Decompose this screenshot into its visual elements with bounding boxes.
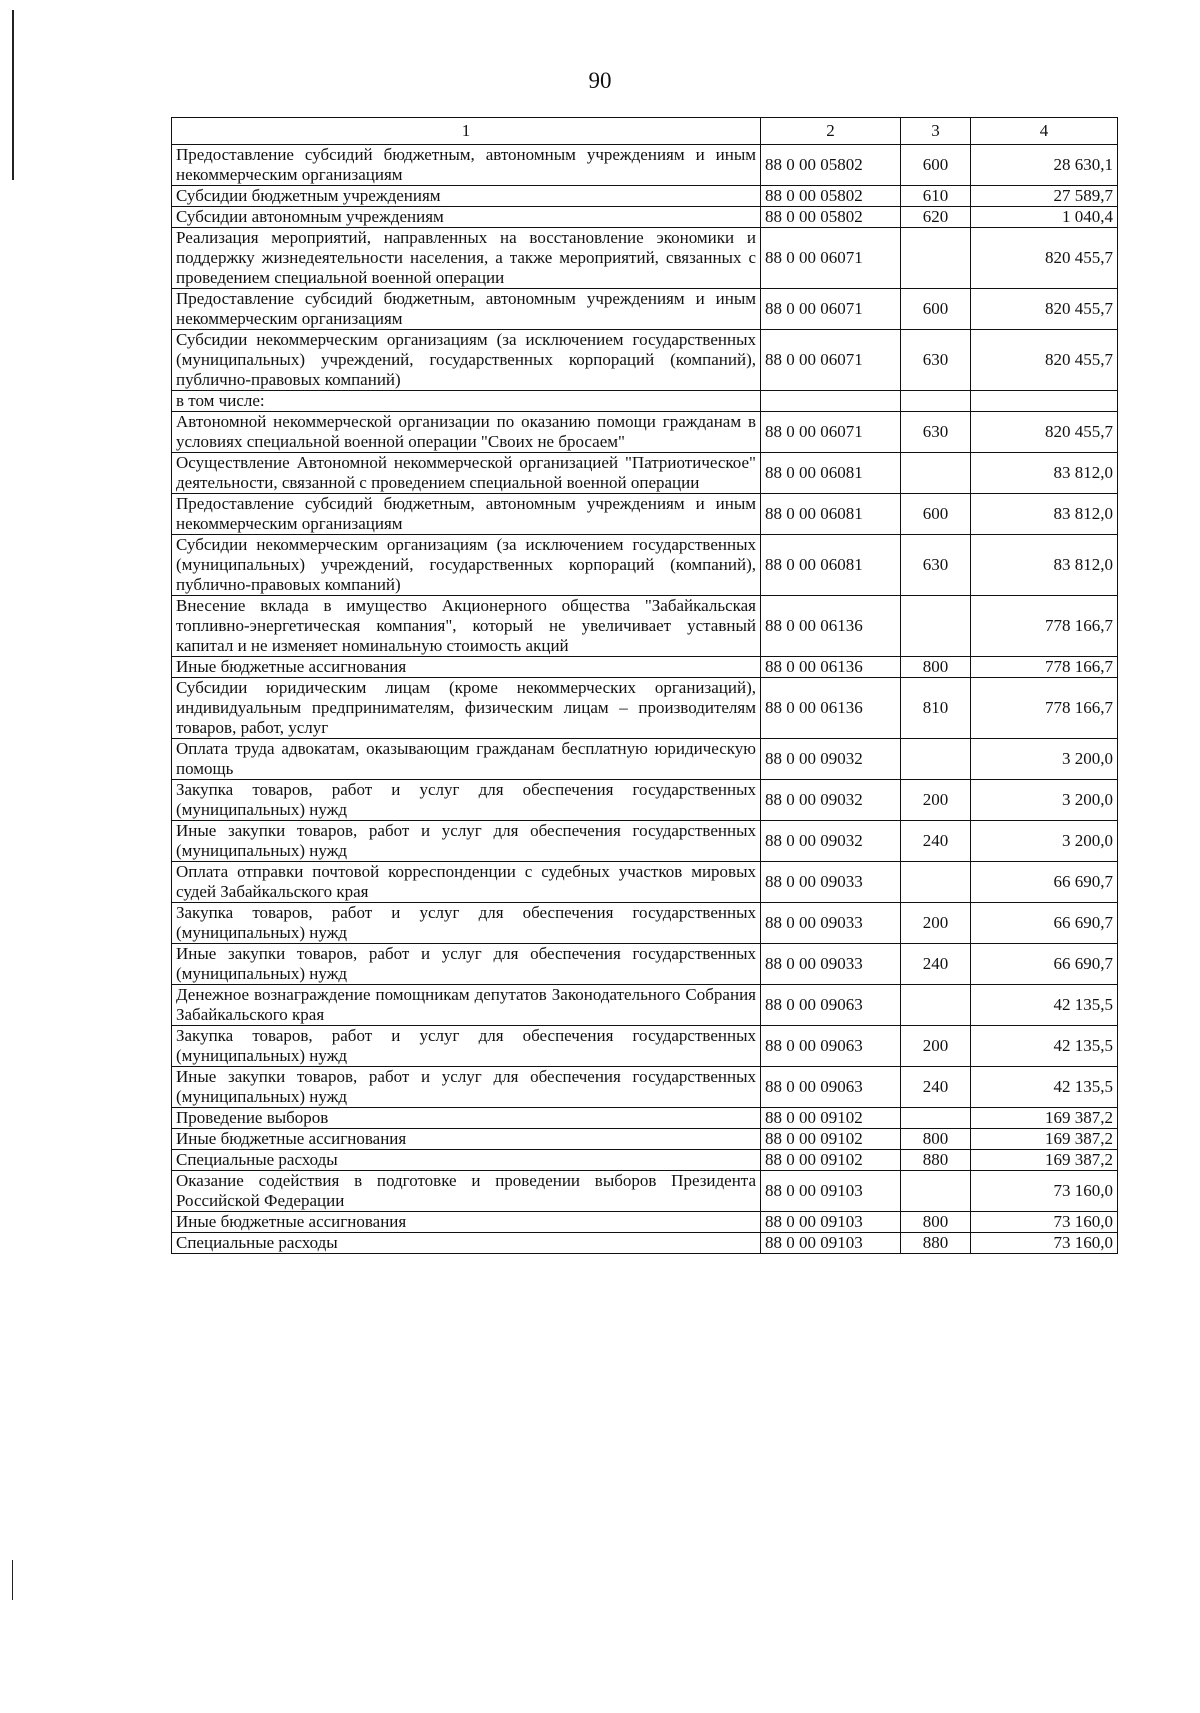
row-name-cell: Специальные расходы xyxy=(172,1150,761,1171)
row-name-cell: Субсидии юридическим лицам (кроме некоммерческих организаций), индивидуальным предпринимателям, физическим лицам – производителям товаров, работ, услуг xyxy=(172,678,761,739)
table-row xyxy=(172,289,1118,330)
table-row xyxy=(172,1067,1118,1108)
row-kvr-cell: 600 xyxy=(901,494,971,535)
row-kvr-cell: 880 xyxy=(901,1233,971,1254)
row-code-cell: 88 0 00 09033 xyxy=(761,862,901,903)
row-name-cell: Иные бюджетные ассигнования xyxy=(172,1212,761,1233)
scan-edge-line xyxy=(12,10,14,180)
row-name-cell: Автономной некоммерческой организации по оказанию помощи гражданам в условиях специальной военной операции "Своих не бросаем" xyxy=(172,412,761,453)
table-row xyxy=(172,186,1118,207)
row-kvr-cell: 800 xyxy=(901,1129,971,1150)
row-name-cell: Осуществление Автономной некоммерческой организацией "Патриотическое" деятельности, связанной с проведением специальной военной операции xyxy=(172,453,761,494)
row-name-cell: Иные закупки товаров, работ и услуг для обеспечения государственных (муниципальных) нужд xyxy=(172,1067,761,1108)
row-kvr-cell: 240 xyxy=(901,821,971,862)
row-code-cell: 88 0 00 09103 xyxy=(761,1233,901,1254)
row-amount-cell: 28 630,1 xyxy=(971,145,1118,186)
row-amount-cell: 778 166,7 xyxy=(971,657,1118,678)
row-code-cell: 88 0 00 06071 xyxy=(761,330,901,391)
row-name-cell: Предоставление субсидий бюджетным, автономным учреждениям и иным некоммерческим организациям xyxy=(172,494,761,535)
row-amount-cell: 169 387,2 xyxy=(971,1108,1118,1129)
header-col-1: 1 xyxy=(172,118,761,145)
row-code-cell: 88 0 00 06136 xyxy=(761,596,901,657)
row-kvr-cell: 240 xyxy=(901,944,971,985)
table-row xyxy=(172,1233,1118,1254)
table-row xyxy=(172,207,1118,228)
row-name-cell: Иные бюджетные ассигнования xyxy=(172,657,761,678)
row-kvr-cell: 600 xyxy=(901,289,971,330)
row-name-cell: Субсидии некоммерческим организациям (за исключением государственных (муниципальных) учреждений, государственных корпораций (компаний), публично-правовых компаний) xyxy=(172,330,761,391)
row-kvr-cell: 880 xyxy=(901,1150,971,1171)
table-row xyxy=(172,944,1118,985)
row-code-cell: 88 0 00 09063 xyxy=(761,1026,901,1067)
row-amount-cell: 3 200,0 xyxy=(971,780,1118,821)
row-kvr-cell xyxy=(901,739,971,780)
row-amount-cell: 778 166,7 xyxy=(971,596,1118,657)
row-kvr-cell: 800 xyxy=(901,1212,971,1233)
row-kvr-cell: 810 xyxy=(901,678,971,739)
row-code-cell: 88 0 00 06081 xyxy=(761,535,901,596)
scan-edge-line xyxy=(12,1560,13,1600)
row-kvr-cell xyxy=(901,1171,971,1212)
table-row xyxy=(172,821,1118,862)
row-kvr-cell: 630 xyxy=(901,412,971,453)
row-amount-cell: 169 387,2 xyxy=(971,1150,1118,1171)
row-name-cell: Денежное вознаграждение помощникам депутатов Законодательного Собрания Забайкальского края xyxy=(172,985,761,1026)
row-kvr-cell: 620 xyxy=(901,207,971,228)
header-col-2: 2 xyxy=(761,118,901,145)
page-number: 90 xyxy=(588,68,612,93)
row-code-cell: 88 0 00 09032 xyxy=(761,821,901,862)
table-row xyxy=(172,862,1118,903)
row-code-cell: 88 0 00 05802 xyxy=(761,145,901,186)
row-code-cell: 88 0 00 09032 xyxy=(761,780,901,821)
table-row xyxy=(172,228,1118,289)
row-kvr-cell: 240 xyxy=(901,1067,971,1108)
row-name-cell: Закупка товаров, работ и услуг для обеспечения государственных (муниципальных) нужд xyxy=(172,903,761,944)
row-code-cell: 88 0 00 06071 xyxy=(761,228,901,289)
header-col-3: 3 xyxy=(901,118,971,145)
table-row xyxy=(172,494,1118,535)
row-code-cell: 88 0 00 09033 xyxy=(761,944,901,985)
row-name-cell: Предоставление субсидий бюджетным, автономным учреждениям и иным некоммерческим организациям xyxy=(172,289,761,330)
row-code-cell: 88 0 00 06081 xyxy=(761,494,901,535)
row-amount-cell: 42 135,5 xyxy=(971,1067,1118,1108)
row-amount-cell: 3 200,0 xyxy=(971,739,1118,780)
row-kvr-cell: 200 xyxy=(901,1026,971,1067)
row-kvr-cell xyxy=(901,228,971,289)
row-code-cell: 88 0 00 06136 xyxy=(761,657,901,678)
table-row xyxy=(172,1171,1118,1212)
table-row xyxy=(172,739,1118,780)
row-code-cell: 88 0 00 06071 xyxy=(761,289,901,330)
budget-table xyxy=(171,117,1118,1254)
row-amount-cell: 83 812,0 xyxy=(971,494,1118,535)
row-amount-cell: 820 455,7 xyxy=(971,412,1118,453)
row-amount-cell: 778 166,7 xyxy=(971,678,1118,739)
row-kvr-cell: 600 xyxy=(901,145,971,186)
table-row xyxy=(172,596,1118,657)
table-row xyxy=(172,145,1118,186)
row-code-cell: 88 0 00 09063 xyxy=(761,1067,901,1108)
row-code-cell: 88 0 00 05802 xyxy=(761,186,901,207)
row-amount-cell: 73 160,0 xyxy=(971,1233,1118,1254)
row-name-cell: в том числе: xyxy=(172,391,761,412)
row-name-cell: Иные бюджетные ассигнования xyxy=(172,1129,761,1150)
row-name-cell: Специальные расходы xyxy=(172,1233,761,1254)
table-row xyxy=(172,1108,1118,1129)
row-kvr-cell xyxy=(901,596,971,657)
row-amount-cell: 83 812,0 xyxy=(971,453,1118,494)
row-amount-cell: 73 160,0 xyxy=(971,1171,1118,1212)
table-body xyxy=(172,145,1118,1254)
table-row xyxy=(172,391,1118,412)
row-name-cell: Иные закупки товаров, работ и услуг для обеспечения государственных (муниципальных) нужд xyxy=(172,944,761,985)
row-amount-cell: 42 135,5 xyxy=(971,985,1118,1026)
row-name-cell: Закупка товаров, работ и услуг для обеспечения государственных (муниципальных) нужд xyxy=(172,1026,761,1067)
row-amount-cell: 3 200,0 xyxy=(971,821,1118,862)
row-name-cell: Предоставление субсидий бюджетным, автономным учреждениям и иным некоммерческим организациям xyxy=(172,145,761,186)
row-kvr-cell xyxy=(901,391,971,412)
table-row xyxy=(172,780,1118,821)
row-amount-cell: 83 812,0 xyxy=(971,535,1118,596)
row-kvr-cell: 800 xyxy=(901,657,971,678)
row-name-cell: Проведение выборов xyxy=(172,1108,761,1129)
row-name-cell: Субсидии бюджетным учреждениям xyxy=(172,186,761,207)
row-code-cell: 88 0 00 09063 xyxy=(761,985,901,1026)
table-row xyxy=(172,1150,1118,1171)
table-row xyxy=(172,1129,1118,1150)
row-amount-cell: 42 135,5 xyxy=(971,1026,1118,1067)
row-code-cell: 88 0 00 06071 xyxy=(761,412,901,453)
row-kvr-cell: 200 xyxy=(901,903,971,944)
row-kvr-cell xyxy=(901,985,971,1026)
row-code-cell xyxy=(761,391,901,412)
row-amount-cell: 66 690,7 xyxy=(971,862,1118,903)
table-row xyxy=(172,1026,1118,1067)
row-amount-cell xyxy=(971,391,1118,412)
row-amount-cell: 1 040,4 xyxy=(971,207,1118,228)
row-kvr-cell: 200 xyxy=(901,780,971,821)
row-name-cell: Закупка товаров, работ и услуг для обеспечения государственных (муниципальных) нужд xyxy=(172,780,761,821)
table-row xyxy=(172,535,1118,596)
row-name-cell: Реализация мероприятий, направленных на восстановление экономики и поддержку жизнедеятельности населения, а также мероприятий, связанных с проведением специальной военной операции xyxy=(172,228,761,289)
row-amount-cell: 27 589,7 xyxy=(971,186,1118,207)
header-col-4: 4 xyxy=(971,118,1118,145)
row-code-cell: 88 0 00 09033 xyxy=(761,903,901,944)
table-row xyxy=(172,330,1118,391)
table-row xyxy=(172,657,1118,678)
table-row xyxy=(172,678,1118,739)
row-code-cell: 88 0 00 09103 xyxy=(761,1212,901,1233)
table-row xyxy=(172,985,1118,1026)
row-amount-cell: 66 690,7 xyxy=(971,903,1118,944)
table-header-row xyxy=(172,118,1118,145)
row-kvr-cell: 630 xyxy=(901,330,971,391)
row-amount-cell: 820 455,7 xyxy=(971,228,1118,289)
table-row xyxy=(172,903,1118,944)
row-code-cell: 88 0 00 09102 xyxy=(761,1108,901,1129)
row-code-cell: 88 0 00 09102 xyxy=(761,1129,901,1150)
row-code-cell: 88 0 00 05802 xyxy=(761,207,901,228)
row-name-cell: Внесение вклада в имущество Акционерного общества "Забайкальская топливно-энергетическая компания", который не увеличивает уставный капитал и не изменяет номинальную стоимость акций xyxy=(172,596,761,657)
row-kvr-cell xyxy=(901,453,971,494)
row-amount-cell: 169 387,2 xyxy=(971,1129,1118,1150)
row-kvr-cell xyxy=(901,862,971,903)
row-code-cell: 88 0 00 09032 xyxy=(761,739,901,780)
row-amount-cell: 73 160,0 xyxy=(971,1212,1118,1233)
row-name-cell: Оплата труда адвокатам, оказывающим гражданам бесплатную юридическую помощь xyxy=(172,739,761,780)
row-name-cell: Оказание содействия в подготовке и проведении выборов Президента Российской Федерации xyxy=(172,1171,761,1212)
row-code-cell: 88 0 00 06136 xyxy=(761,678,901,739)
row-amount-cell: 66 690,7 xyxy=(971,944,1118,985)
row-kvr-cell: 630 xyxy=(901,535,971,596)
row-amount-cell: 820 455,7 xyxy=(971,330,1118,391)
row-amount-cell: 820 455,7 xyxy=(971,289,1118,330)
table-row xyxy=(172,412,1118,453)
row-name-cell: Субсидии автономным учреждениям xyxy=(172,207,761,228)
row-name-cell: Иные закупки товаров, работ и услуг для обеспечения государственных (муниципальных) нужд xyxy=(172,821,761,862)
row-kvr-cell: 610 xyxy=(901,186,971,207)
row-name-cell: Оплата отправки почтовой корреспонденции с судебных участков мировых судей Забайкальского края xyxy=(172,862,761,903)
row-code-cell: 88 0 00 09102 xyxy=(761,1150,901,1171)
table-row xyxy=(172,1212,1118,1233)
table-row xyxy=(172,453,1118,494)
row-name-cell: Субсидии некоммерческим организациям (за исключением государственных (муниципальных) учреждений, государственных корпораций (компаний), публично-правовых компаний) xyxy=(172,535,761,596)
row-kvr-cell xyxy=(901,1108,971,1129)
row-code-cell: 88 0 00 06081 xyxy=(761,453,901,494)
row-code-cell: 88 0 00 09103 xyxy=(761,1171,901,1212)
